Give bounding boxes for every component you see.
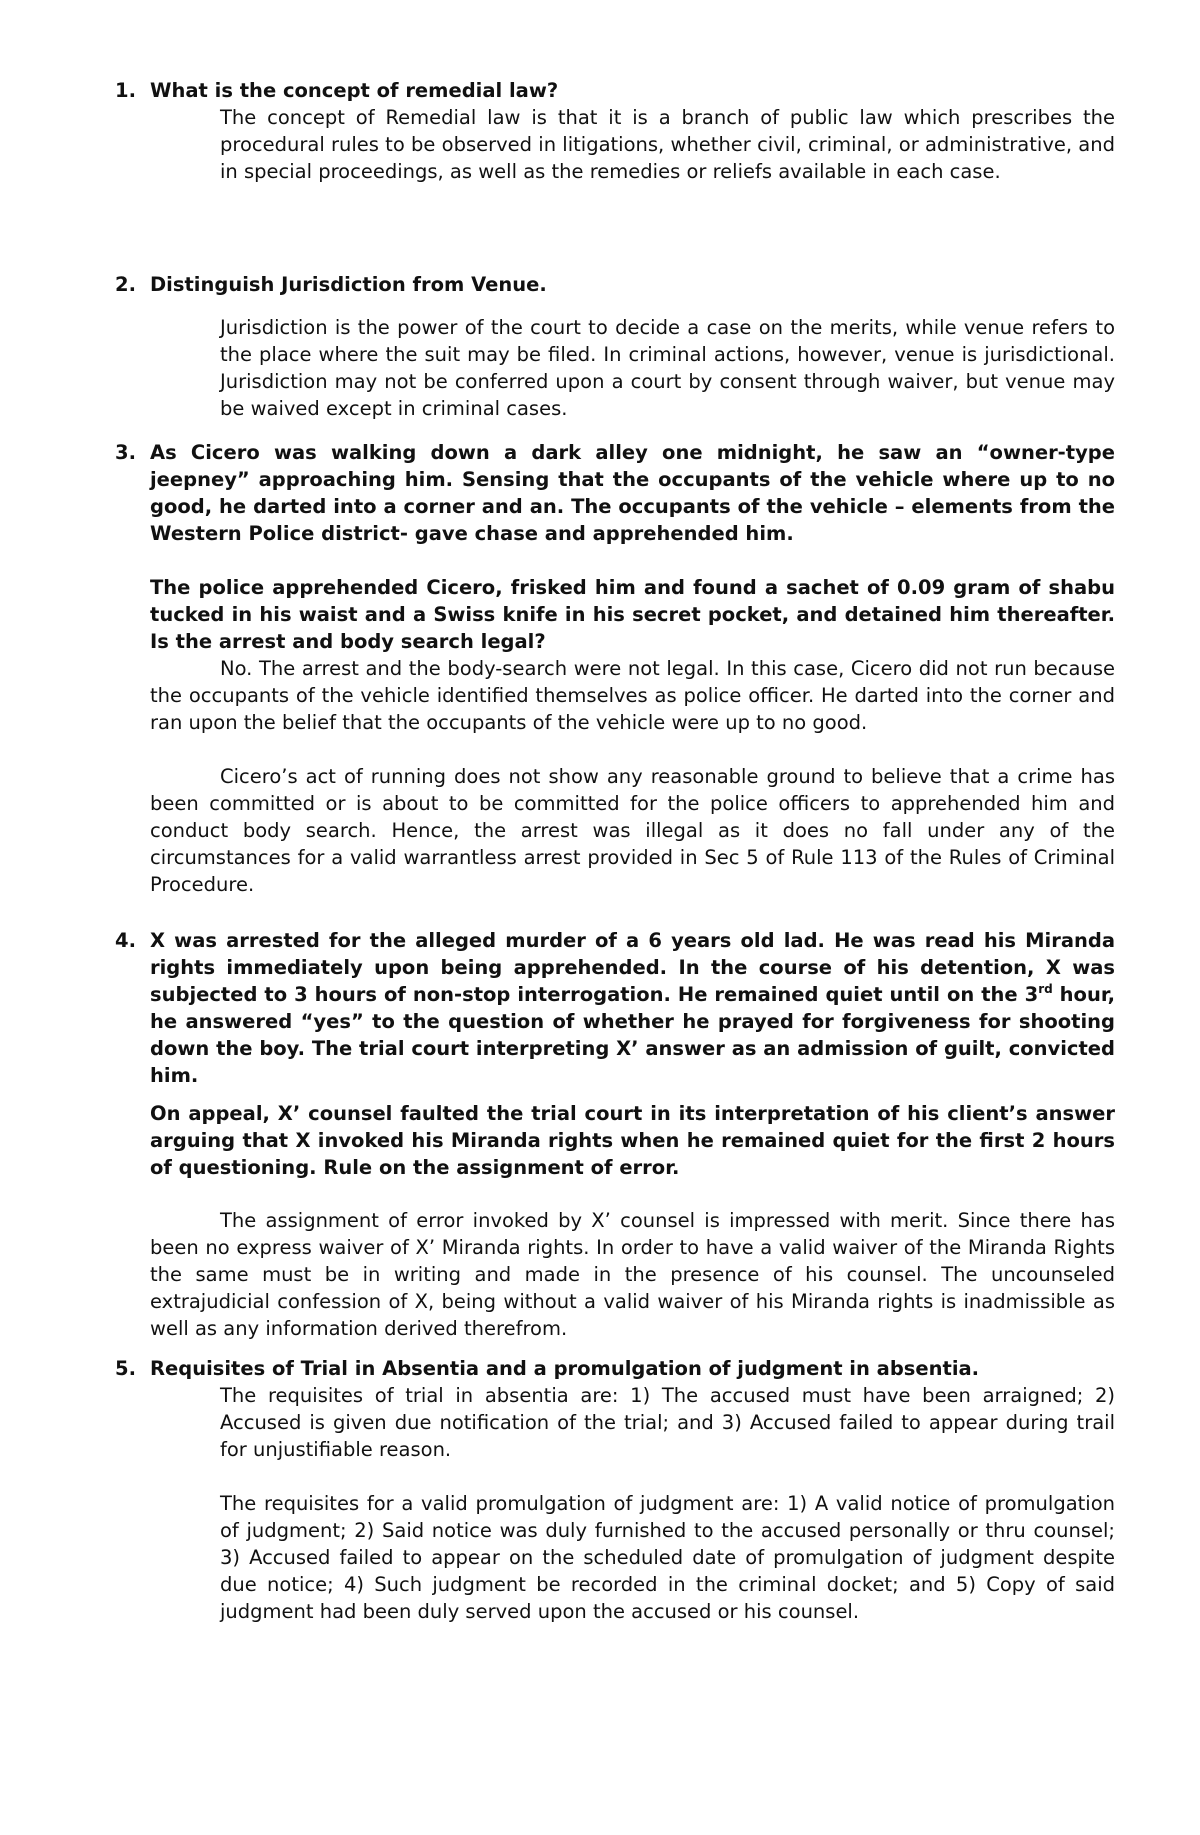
q3-number: 3. (115, 441, 136, 464)
q1-answer: The concept of Remedial law is that it is a branch of public law which prescribes the procedural rules to be observed in litigations, whether civil, criminal, or administrative, and in special proceedings, as well as the remedies or reliefs available in each case. (220, 106, 1115, 183)
q4-number: 4. (115, 929, 136, 952)
q2-question: Distinguish Jurisdiction from Venue. (150, 273, 547, 296)
q4-answer: The assignment of error invoked by X’ counsel is impressed with merit. Since there has been no express waiver of X’ Miranda rights. In order to have a valid waiver of the Miranda Rights the same must be in writing and made in the presence of his counsel. The uncounseled extrajudicial confession of X, being without a valid waiver of his Miranda rights is inadmissible as well as any information derived therefrom. (150, 1209, 1115, 1340)
q5-answer-part2: The requisites for a valid promulgation of judgment are: 1) A valid notice of promulgation of judgment; 2) Said notice was duly furnished to the accused personally or thru counsel; 3) Accused failed to appear on the scheduled date of promulgation of judgment despite due notice; 4) Such judgment be recorded in the criminal docket; and 5) Copy of said judgment had been duly served upon the accused or his counsel. (220, 1492, 1115, 1623)
q4-ordinal-suffix: rd (1038, 982, 1053, 996)
q3-question-part2: The police apprehended Cicero, frisked him and found a sachet of 0.09 gram of shabu tucked in his waist and a Swiss knife in his secret pocket, and detained him thereafter. Is the arrest and body search legal? (150, 576, 1115, 653)
q4-question-part1 (150, 927, 1115, 1089)
q2-answer: Jurisdiction is the power of the court to decide a case on the merits, while venue refers to the place where the suit may be filed. In criminal actions, however, venue is jurisdictional. Jurisdiction may not be conferred upon a court by consent through waiver, but venue may be waived except in criminal cases. (220, 316, 1115, 420)
q2-number: 2. (115, 273, 136, 296)
q5-number: 5. (115, 1357, 136, 1380)
q1-question: What is the concept of remedial law? (150, 79, 559, 102)
q3-answer-part2: Cicero’s act of running does not show any reasonable ground to believe that a crime has been committed or is about to be committed for the police officers to apprehended him and conduct body search. Hence, the arrest was illegal as it does no fall under any of the circumstances for a valid warrantless arrest provided in Sec 5 of Rule 113 of the Rules of Criminal Procedure. (150, 765, 1115, 896)
q5-answer-part1: The requisites of trial in absentia are: 1) The accused must have been arraigned; 2) Accused is given due notification of the trial; and 3) Accused failed to appear during trail for unjustifiable reason. (220, 1384, 1115, 1461)
q5-question: Requisites of Trial in Absentia and a promulgation of judgment in absentia. (150, 1357, 980, 1380)
q4-question-text-b: hour, he answered “yes” to the question of whether he prayed for forgiveness for shooting down the boy. The trial court interpreting X’ answer as an admission of guilt, convicted him. (150, 983, 1115, 1087)
q3-question-part1: As Cicero was walking down a dark alley one midnight, he saw an “owner-type jeepney” approaching him. Sensing that the occupants of the vehicle where up to no good, he darted into a corner and an. The occupants of the vehicle – elements from the Western Police district- gave chase and apprehended him. (150, 441, 1115, 545)
q4-question-text-a: X was arrested for the alleged murder of a 6 years old lad. He was read his Miranda rights immediately upon being apprehended. In the course of his detention, X was subjected to 3 hours of non-stop interrogation. He remained quiet until on the 3 (150, 929, 1115, 1006)
q4-question-part2: On appeal, X’ counsel faulted the trial court in its interpretation of his client’s answer arguing that X invoked his Miranda rights when he remained quiet for the first 2 hours of questioning. Rule on the assignment of error. (150, 1102, 1115, 1179)
q1-number: 1. (115, 79, 136, 102)
q3-answer-part1: No. The arrest and the body-search were not legal. In this case, Cicero did not run because the occupants of the vehicle identified themselves as police officer. He darted into the corner and ran upon the belief that the occupants of the vehicle were up to no good. (150, 657, 1115, 734)
